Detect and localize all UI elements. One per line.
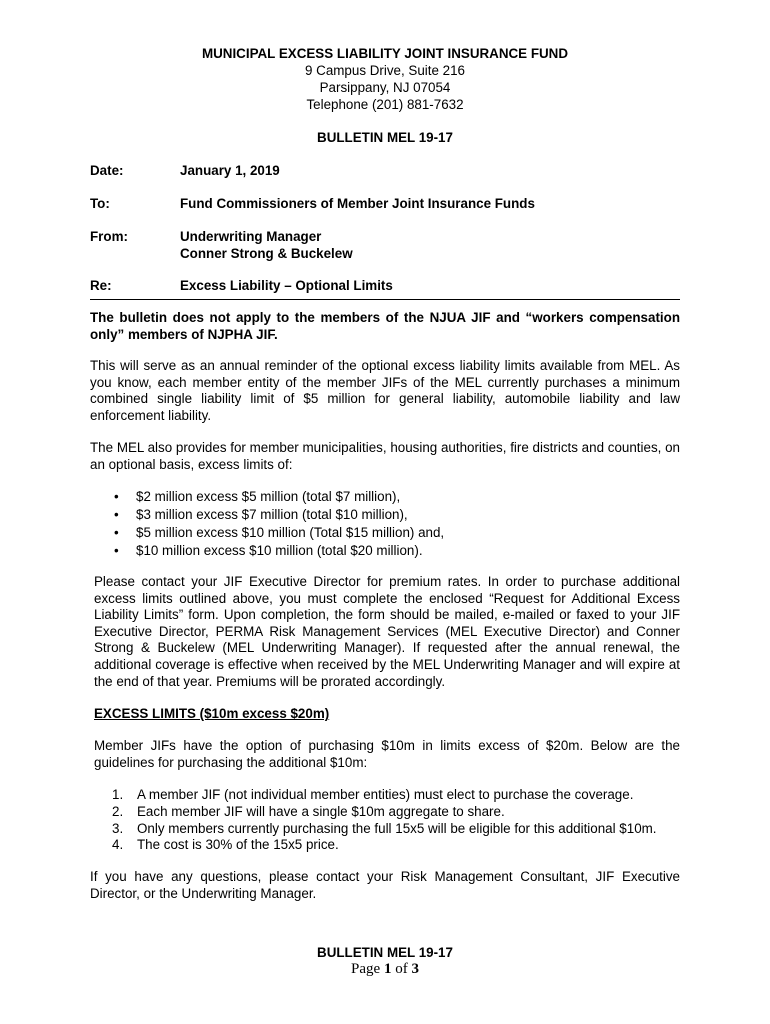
address-line-2: Parsippany, NJ 07054 — [319, 80, 451, 95]
memo-from-line-1: Underwriting Manager — [180, 229, 322, 244]
paragraph-member-option: Member JIFs have the option of purchasing $10m in limits excess of $20m. Below are the guidelines for purchasing the additional $10m: — [94, 738, 680, 770]
address-line-1: 9 Campus Drive, Suite 216 — [304, 63, 466, 78]
memo-from-row — [90, 228, 680, 262]
list-number: 2. — [112, 803, 124, 819]
org-name: MUNICIPAL EXCESS LIABILITY JOINT INSURANCE FUND — [201, 46, 569, 61]
list-number: 1. — [112, 787, 124, 802]
telephone: Telephone (201) 881-7632 — [306, 97, 464, 112]
footer-bulletin-title: BULLETIN MEL 19-17 — [317, 945, 453, 960]
paragraph-questions: If you have any questions, please contact your Risk Management Consultant, JIF Executive Director, or the Underwriting Manager. — [90, 869, 680, 901]
paragraph-optional-limits: The MEL also provides for member municipalities, housing authorities, fire districts and counties, on an optional basis, excess limits of: — [90, 440, 680, 472]
paragraph-annual-reminder: This will serve as an annual reminder of the optional excess liability limits available from MEL. As you know, each member entity of the member JIFs of the MEL currently purchases a minimum combined single liability limit of $5 million for general liability, automobile liability and law enforcement liability. — [90, 358, 680, 423]
applicability-notice: The bulletin does not apply to the members of the NJUA JIF and “workers compensation only” members of NJPHA JIF. — [90, 310, 680, 342]
memo-from-label: From: — [90, 229, 128, 244]
list-number: 3. — [112, 820, 124, 836]
guidelines-list — [112, 787, 657, 854]
page-number: 1 — [383, 961, 392, 977]
section-heading-excess-limits: EXCESS LIMITS ($10m excess $20m) — [94, 706, 330, 721]
list-text: Each member JIF will have a single $10m aggregate to share. — [137, 803, 505, 819]
memo-re-label: Re: — [90, 278, 112, 293]
list-item: • $5 million excess $10 million (Total $15 million) and, — [114, 524, 444, 542]
memo-re-value: Excess Liability – Optional Limits — [180, 278, 393, 293]
memo-date-label: Date: — [90, 163, 124, 178]
list-item: • $10 million excess $10 million (total $20 million). — [114, 542, 444, 560]
list-item — [112, 837, 657, 854]
paragraph-contact-instructions: Please contact your JIF Executive Director for premium rates. In order to purchase additional excess limits outlined above, you must complete the enclosed “Request for Additional Excess Liability Limits” form. Upon completion, the form should be mailed, e-mailed or faxed to your JIF Executive Director, PERMA Risk Management Services (MEL Executive Director) and Conner Strong & Buckelew (MEL Underwriting Manager). If requested after the annual renewal, the additional coverage is effective when received by the MEL Underwriting Manager and will expire at the end of that year. Premiums will be prorated accordingly. — [94, 574, 680, 689]
list-item — [112, 787, 657, 804]
list-item: • $3 million excess $7 million (total $10 million), — [114, 506, 444, 524]
list-text: A member JIF (not individual member entities) must elect to purchase the coverage. — [137, 787, 634, 802]
list-item — [112, 804, 657, 821]
page-indicator — [0, 960, 770, 978]
list-item — [112, 821, 657, 838]
letterhead — [0, 45, 770, 113]
memo-divider — [90, 299, 680, 300]
list-text: The cost is 30% of the 15x5 price. — [137, 837, 339, 853]
memo-to-label: To: — [90, 196, 110, 211]
memo-to-value: Fund Commissioners of Member Joint Insurance Funds — [180, 196, 535, 211]
excess-limits-list — [114, 488, 444, 560]
list-text: Only members currently purchasing the full 15x5 will be eligible for this additional $10m. — [137, 820, 657, 836]
memo-from-value — [180, 228, 680, 262]
bulletin-title: BULLETIN MEL 19-17 — [317, 130, 453, 145]
memo-from-line-2: Conner Strong & Buckelew — [180, 246, 353, 261]
page-word: Page — [351, 961, 381, 977]
list-number: 4. — [112, 837, 124, 853]
of-word: of — [395, 961, 408, 977]
list-item: • $2 million excess $5 million (total $7 million), — [114, 488, 444, 506]
page-total: 3 — [411, 961, 419, 977]
memo-date-value: January 1, 2019 — [180, 163, 280, 178]
